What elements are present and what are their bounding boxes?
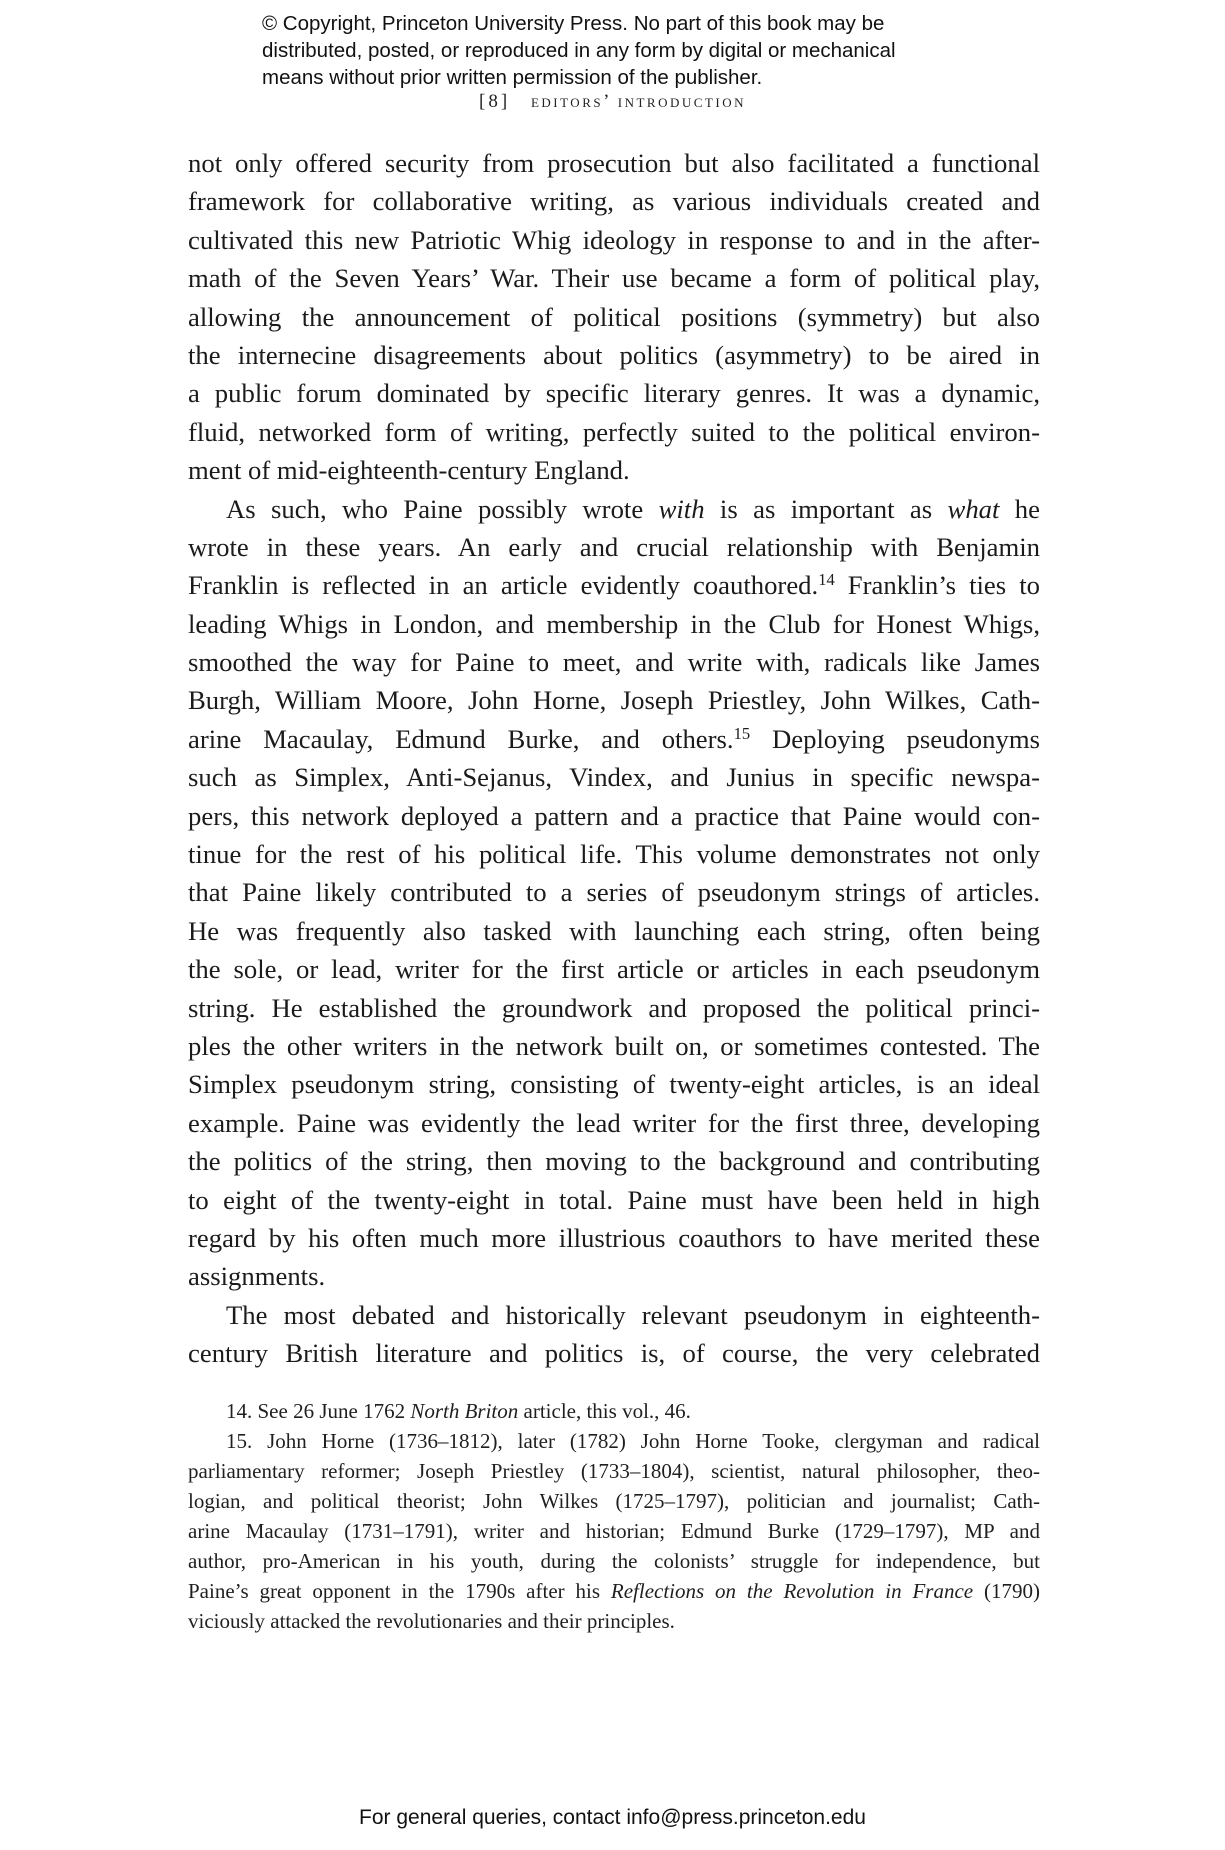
copyright-notice bbox=[262, 10, 962, 91]
footnote-14: 14. See 26 June 1762 North Briton article, this vol., 46. bbox=[226, 1399, 691, 1423]
text-line: Burgh, William Moore, John Horne, Joseph Priestley, John Wilkes, Cath- bbox=[188, 685, 1040, 716]
body-text bbox=[188, 144, 1040, 1373]
text-line: math of the Seven Years’ War. Their use became a form of political play, bbox=[188, 263, 1040, 294]
emphasis: Reflections on the Revolution in France bbox=[610, 1579, 974, 1603]
footer-label: For general queries, bbox=[359, 1806, 547, 1829]
text-line: the politics of the string, then moving to the background and contributing bbox=[188, 1146, 1040, 1177]
text-line: not only offered security from prosecution but also facilitated a functional bbox=[188, 148, 1040, 178]
contact-email[interactable]: contact info@press.princeton.edu bbox=[552, 1806, 866, 1829]
footnote-15-line: Paine’s great opponent in the 1790s after his Reflections on the Revolution in France (1790) bbox=[188, 1579, 1040, 1603]
running-head bbox=[0, 91, 1225, 113]
footnote-15-line: logian, and political theorist; John Wilkes (1725–1797), politician and journalist; Cath- bbox=[188, 1489, 1040, 1513]
running-head-title: editors’ introduction bbox=[530, 91, 746, 112]
text-line: leading Whigs in London, and membership in the Club for Honest Whigs, bbox=[188, 608, 1040, 639]
text-line: He was frequently also tasked with launching each string, often being bbox=[188, 915, 1040, 946]
text-line: that Paine likely contributed to a series of pseudonym strings of articles. bbox=[188, 877, 1040, 908]
text-line: wrote in these years. An early and crucial relationship with Benjamin bbox=[188, 531, 1040, 562]
text-line: smoothed the way for Paine to meet, and write with, radicals like James bbox=[188, 647, 1040, 678]
text-line: Simplex pseudonym string, consisting of twenty-eight articles, is an ideal bbox=[188, 1069, 1040, 1100]
copyright-line: distributed, posted, or reproduced in any form by digital or mechanical bbox=[262, 39, 896, 62]
text-line: a public forum dominated by specific literary genres. It was a dynamic, bbox=[188, 378, 1040, 409]
footnote-15-line: parliamentary reformer; Joseph Priestley (1733–1804), scientist, natural philosopher, theo- bbox=[188, 1459, 1040, 1483]
footnote-ref-15[interactable]: 15 bbox=[733, 723, 751, 743]
text-line: the internecine disagreements about politics (asymmetry) to be aired in bbox=[188, 339, 1040, 370]
emphasis: North Briton bbox=[410, 1399, 519, 1423]
footnotes bbox=[188, 1396, 1040, 1636]
text-line: century British literature and politics is, of course, the very celebrated bbox=[188, 1338, 1040, 1369]
text-line: framework for collaborative writing, as various individuals created and bbox=[188, 186, 1040, 217]
copyright-line: means without prior written permission of the publisher. bbox=[262, 66, 763, 89]
text-line: cultivated this new Patriotic Whig ideology in response to and in the after- bbox=[188, 224, 1040, 255]
text-line: assignments. bbox=[188, 1261, 326, 1292]
text-line: As such, who Paine possibly wrote with is as important as what he bbox=[226, 493, 1040, 524]
footnote-15-line: author, pro-American in his youth, during the colonists’ struggle for independence, but bbox=[188, 1549, 1040, 1573]
text-line: pers, this network deployed a pattern and a practice that Paine would con- bbox=[188, 800, 1040, 831]
copyright-line: © Copyright, Princeton University Press. No part of this book may be bbox=[262, 12, 885, 35]
page-number: [8] bbox=[479, 91, 511, 112]
text-line: ples the other writers in the network built on, or sometimes contested. The bbox=[188, 1030, 1040, 1061]
text-line: string. He established the groundwork and proposed the political princi- bbox=[188, 992, 1040, 1023]
footnote-15-line: viciously attacked the revolutionaries and their principles. bbox=[188, 1609, 675, 1633]
text-line: to eight of the twenty-eight in total. Paine must have been held in high bbox=[188, 1184, 1040, 1215]
text-line: regard by his often much more illustrious coauthors to have merited these bbox=[188, 1222, 1040, 1253]
text-line: tinue for the rest of his political life. This volume demonstrates not only bbox=[188, 839, 1040, 870]
text-line: allowing the announcement of political positions (symmetry) but also bbox=[188, 301, 1040, 332]
emphasis: what bbox=[947, 493, 1000, 524]
text-line: such as Simplex, Anti-Sejanus, Vindex, and Junius in specific newspa- bbox=[188, 762, 1040, 793]
text-line: The most debated and historically relevant pseudonym in eighteenth- bbox=[226, 1299, 1040, 1330]
footnote-15-line: 15. John Horne (1736–1812), later (1782) John Horne Tooke, clergyman and radical bbox=[226, 1429, 1040, 1453]
text-line: ment of mid-eighteenth-century England. bbox=[188, 455, 630, 486]
text-line: fluid, networked form of writing, perfectly suited to the political environ- bbox=[188, 416, 1040, 447]
footnote-15-line: arine Macaulay (1731–1791), writer and historian; Edmund Burke (1729–1797), MP and bbox=[188, 1519, 1040, 1543]
footer-contact bbox=[0, 1806, 1225, 1830]
text-line: the sole, or lead, writer for the first article or articles in each pseudonym bbox=[188, 954, 1040, 985]
footnote-ref-14[interactable]: 14 bbox=[818, 570, 835, 590]
text-line: Franklin is reflected in an article evidently coauthored.$^{14}$ Franklin’s ties to bbox=[188, 570, 1040, 601]
emphasis: with bbox=[658, 493, 705, 524]
text-line: arine Macaulay, Edmund Burke, and others.$^{15}$ Deploying pseudonyms bbox=[188, 723, 1040, 754]
text-line: example. Paine was evidently the lead writer for the first three, developing bbox=[188, 1107, 1040, 1138]
